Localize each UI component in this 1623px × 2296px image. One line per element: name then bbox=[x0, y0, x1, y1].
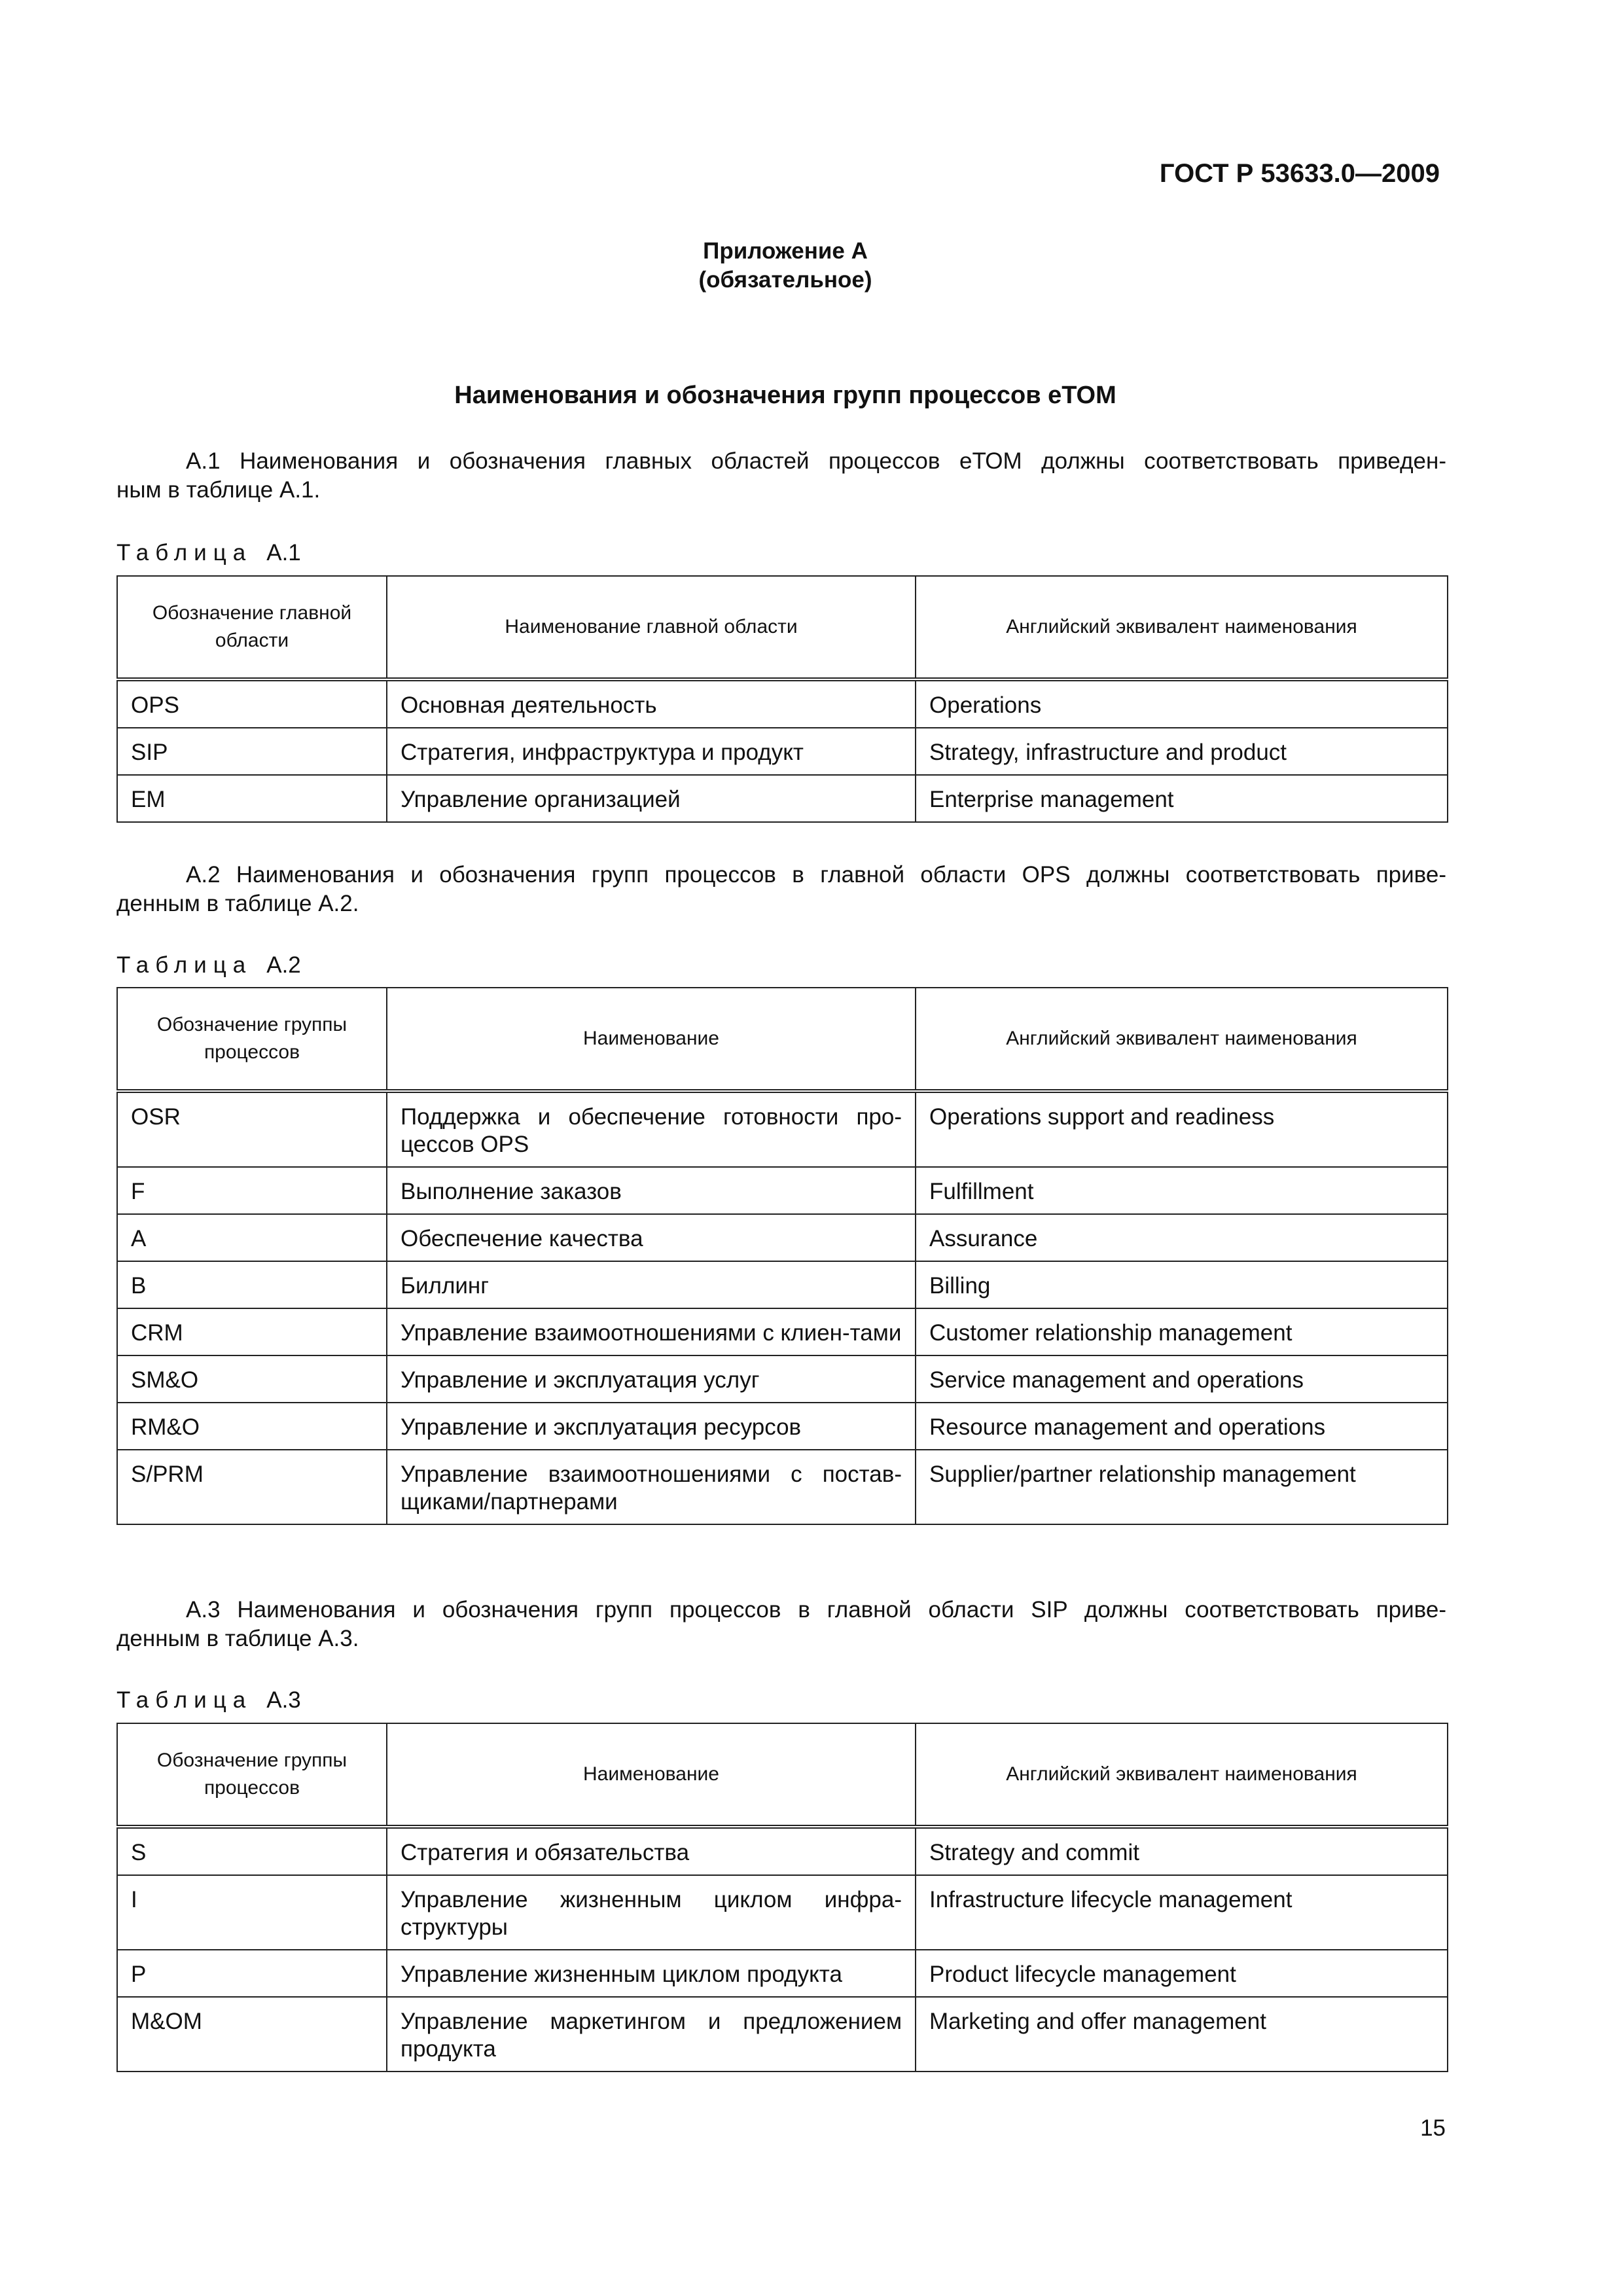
cell-english: Strategy, infrastructure and product bbox=[916, 728, 1448, 775]
cell-designation: SM&O bbox=[117, 1355, 387, 1403]
cell-english: Resource management and operations bbox=[916, 1403, 1448, 1450]
header-designation: Обозначение группы процессов bbox=[117, 988, 387, 1091]
caption-word: Таблица bbox=[116, 540, 253, 565]
cell-english: Assurance bbox=[916, 1214, 1448, 1261]
table-a2 bbox=[116, 987, 1448, 1525]
header-name: Наименование bbox=[387, 988, 916, 1091]
cell-name: Управление маркетингом и предложением продукта bbox=[387, 1997, 916, 2072]
cell-english: Operations bbox=[916, 679, 1448, 728]
paragraph-line: ным в таблице А.1. bbox=[116, 477, 321, 503]
cell-name: Стратегия, инфраструктура и продукт bbox=[387, 728, 916, 775]
cell-name: Поддержка и обеспечение готовности про-цессов OPS bbox=[387, 1091, 916, 1167]
header-designation: Обозначение главной области bbox=[117, 576, 387, 679]
section-heading: Наименования и обозначения групп процессов еТОМ bbox=[454, 382, 1116, 409]
cell-english: Customer relationship management bbox=[916, 1308, 1448, 1355]
cell-designation: RM&O bbox=[117, 1403, 387, 1450]
table-caption-a1 bbox=[116, 540, 301, 566]
cell-designation: A bbox=[117, 1214, 387, 1261]
cell-english: Operations support and readiness bbox=[916, 1091, 1448, 1167]
table-row bbox=[117, 1450, 1448, 1524]
cell-english: Billing bbox=[916, 1261, 1448, 1308]
table-row bbox=[117, 1875, 1448, 1950]
cell-name: Выполнение заказов bbox=[387, 1167, 916, 1214]
table-row bbox=[117, 679, 1448, 728]
cell-name: Биллинг bbox=[387, 1261, 916, 1308]
table-a3 bbox=[116, 1723, 1448, 2072]
table-row bbox=[117, 1403, 1448, 1450]
table-row bbox=[117, 728, 1448, 775]
cell-name: Управление жизненным циклом продукта bbox=[387, 1950, 916, 1997]
cell-name: Основная деятельность bbox=[387, 679, 916, 728]
header-name: Наименование bbox=[387, 1723, 916, 1827]
cell-designation: OSR bbox=[117, 1091, 387, 1167]
table-header-row bbox=[117, 1723, 1448, 1827]
header-designation: Обозначение группы процессов bbox=[117, 1723, 387, 1827]
caption-number: А.2 bbox=[266, 952, 301, 978]
cell-designation: B bbox=[117, 1261, 387, 1308]
cell-english: Infrastructure lifecycle management bbox=[916, 1875, 1448, 1950]
table-row bbox=[117, 1261, 1448, 1308]
paragraph-line: денным в таблице А.2. bbox=[116, 891, 359, 916]
cell-english: Enterprise management bbox=[916, 775, 1448, 822]
caption-word: Таблица bbox=[116, 1687, 253, 1713]
caption-number: А.3 bbox=[266, 1687, 301, 1713]
table-row bbox=[117, 1997, 1448, 2072]
paragraph-line: А.3 Наименования и обозначения групп процессов в главной области SIP должны соответствовать приве- bbox=[186, 1597, 1446, 1623]
cell-english: Marketing and offer management bbox=[916, 1997, 1448, 2072]
cell-designation: F bbox=[117, 1167, 387, 1214]
table-row bbox=[117, 1355, 1448, 1403]
header-english: Английский эквивалент наименования bbox=[916, 1723, 1448, 1827]
table-row bbox=[117, 1308, 1448, 1355]
annex-title: Приложение А bbox=[703, 238, 868, 264]
table-caption-a3 bbox=[116, 1687, 301, 1713]
cell-name: Управление жизненным циклом инфра-структуры bbox=[387, 1875, 916, 1950]
cell-designation: EM bbox=[117, 775, 387, 822]
cell-name: Управление и эксплуатация ресурсов bbox=[387, 1403, 916, 1450]
caption-number: А.1 bbox=[266, 540, 301, 565]
paragraph-a1 bbox=[116, 447, 1446, 505]
cell-designation: S bbox=[117, 1827, 387, 1875]
cell-name: Обеспечение качества bbox=[387, 1214, 916, 1261]
table-caption-a2 bbox=[116, 952, 301, 978]
table-row bbox=[117, 1827, 1448, 1875]
cell-name: Управление взаимоотношениями с клиен-тами bbox=[387, 1308, 916, 1355]
table-header-row bbox=[117, 576, 1448, 679]
cell-name: Управление и эксплуатация услуг bbox=[387, 1355, 916, 1403]
cell-name: Управление организацией bbox=[387, 775, 916, 822]
cell-english: Strategy and commit bbox=[916, 1827, 1448, 1875]
paragraph-line: А.2 Наименования и обозначения групп процессов в главной области OPS должны соответствовать приве- bbox=[186, 862, 1446, 888]
cell-english: Service management and operations bbox=[916, 1355, 1448, 1403]
paragraph-line: А.1 Наименования и обозначения главных областей процессов еТОМ должны соответствовать приведен- bbox=[186, 448, 1446, 474]
header-english: Английский эквивалент наименования bbox=[916, 576, 1448, 679]
table-row bbox=[117, 1091, 1448, 1167]
table-row bbox=[117, 775, 1448, 822]
cell-designation: M&OM bbox=[117, 1997, 387, 2072]
annex-status: (обязательное) bbox=[698, 267, 872, 293]
cell-name: Управление взаимоотношениями с постав-щиками/партнерами bbox=[387, 1450, 916, 1524]
header-name: Наименование главной области bbox=[387, 576, 916, 679]
cell-designation: I bbox=[117, 1875, 387, 1950]
table-row bbox=[117, 1214, 1448, 1261]
paragraph-a3 bbox=[116, 1596, 1446, 1653]
table-a1 bbox=[116, 575, 1448, 823]
paragraph-line: денным в таблице А.3. bbox=[116, 1626, 359, 1651]
cell-designation: OPS bbox=[117, 679, 387, 728]
standard-number: ГОСТ Р 53633.0—2009 bbox=[1159, 159, 1440, 188]
table-header-row bbox=[117, 988, 1448, 1091]
header-english: Английский эквивалент наименования bbox=[916, 988, 1448, 1091]
paragraph-a2 bbox=[116, 861, 1446, 918]
page-number: 15 bbox=[1420, 2115, 1446, 2141]
table-row bbox=[117, 1167, 1448, 1214]
cell-designation: S/PRM bbox=[117, 1450, 387, 1524]
table-row bbox=[117, 1950, 1448, 1997]
cell-designation: SIP bbox=[117, 728, 387, 775]
cell-english: Fulfillment bbox=[916, 1167, 1448, 1214]
cell-designation: P bbox=[117, 1950, 387, 1997]
annex-heading bbox=[0, 237, 1571, 295]
cell-designation: CRM bbox=[117, 1308, 387, 1355]
cell-name: Стратегия и обязательства bbox=[387, 1827, 916, 1875]
cell-english: Product lifecycle management bbox=[916, 1950, 1448, 1997]
cell-english: Supplier/partner relationship management bbox=[916, 1450, 1448, 1524]
caption-word: Таблица bbox=[116, 952, 253, 978]
